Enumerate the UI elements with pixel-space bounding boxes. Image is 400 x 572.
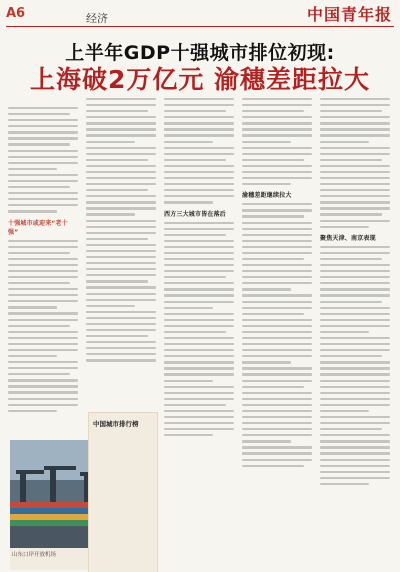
- subhead-col1: 十强城市或迎来“老十强”: [8, 219, 68, 236]
- column-1: [8, 98, 78, 416]
- sidebar-title: 中国城市排行榜: [93, 420, 139, 428]
- sidebar-box: [88, 412, 158, 572]
- section-label: 经济: [86, 12, 108, 25]
- column-5: [320, 98, 390, 489]
- page-number: A6: [6, 6, 26, 21]
- subhead-col5: 聚焦天津、南京表现: [320, 234, 376, 242]
- column-3: [164, 98, 234, 440]
- newspaper-logo: 中国青年报: [306, 5, 392, 24]
- subhead-col3: 西方三大城市皆在落后: [164, 210, 227, 218]
- masthead-rule: [6, 26, 394, 27]
- photo-caption: 山东口岸开放机场: [12, 552, 57, 558]
- column-4: [242, 98, 312, 471]
- dateline: [180, 12, 182, 19]
- subhead-col4: 渝穗差距继续拉大: [242, 192, 292, 200]
- column-2: [86, 98, 156, 365]
- headline-main: 上海破2万亿元 渝穗差距拉大: [29, 65, 371, 94]
- byline: [8, 98, 78, 104]
- headline-deck: 上半年GDP十强城市排位初现:: [65, 42, 335, 64]
